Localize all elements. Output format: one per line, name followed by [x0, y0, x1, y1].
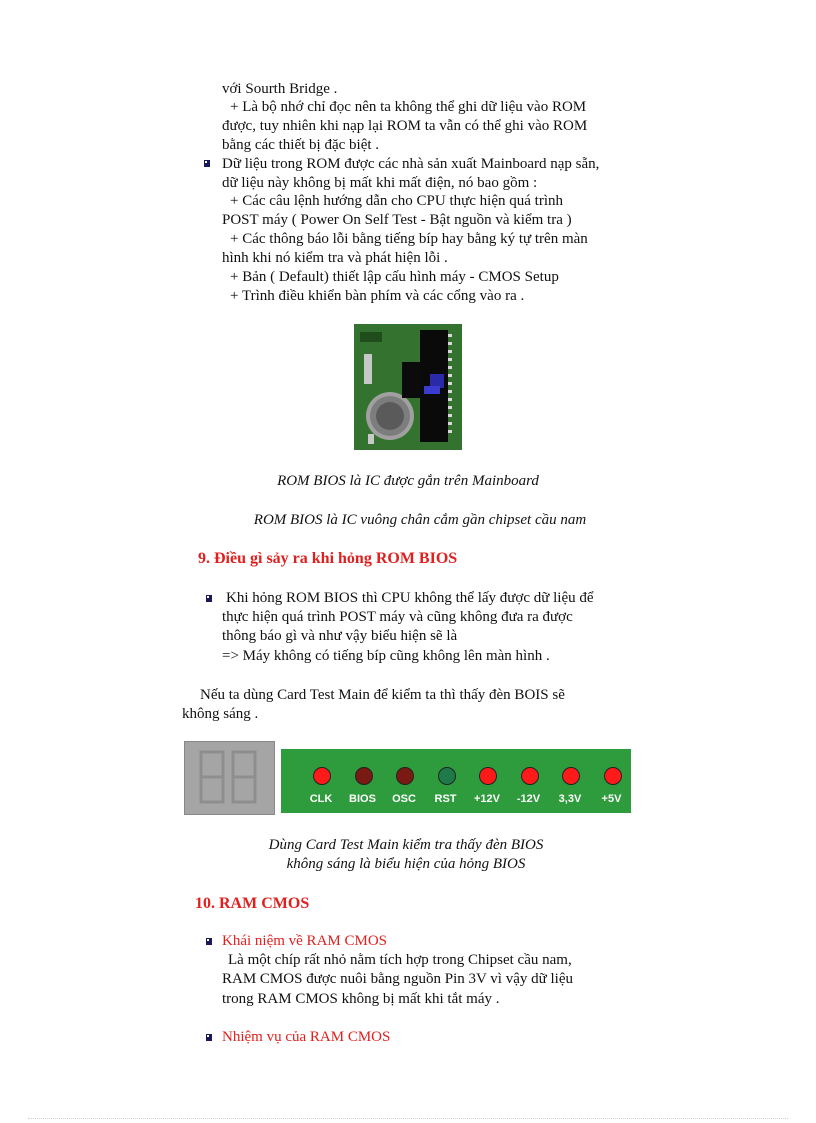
text-line: trong RAM CMOS không bị mất khi tắt máy . [222, 991, 500, 1007]
led-5v [604, 767, 622, 785]
led-33v [562, 767, 580, 785]
led-clk [313, 767, 331, 785]
test-card-led-panel [281, 749, 631, 813]
bullet-icon [206, 1034, 212, 1041]
page-divider [28, 1118, 788, 1119]
led-osc [396, 767, 414, 785]
led-label: OSC [392, 793, 416, 805]
text-line: Là một chíp rất nhỏ nằm tích hợp trong Chipset cầu nam, [228, 952, 572, 968]
rom-bios-photo [354, 324, 462, 450]
led-label: BIOS [349, 793, 376, 805]
text-line: RAM CMOS được nuôi bằng nguồn Pin 3V vì vậy dữ liệu [222, 971, 574, 987]
text-line: thông báo gì và như vậy biểu hiện sẽ là [222, 628, 458, 644]
led-label: +12V [474, 793, 500, 805]
text-line: Nếu ta dùng Card Test Main để kiểm ta thì thấy đèn BOIS sẽ [200, 687, 565, 703]
led-label: +5V [601, 793, 622, 805]
led-label: -12V [516, 793, 541, 805]
bullet-icon [206, 595, 212, 602]
text-line: + Là bộ nhớ chỉ đọc nên ta không thể ghi dữ liệu vào ROM [230, 99, 587, 115]
section-9-heading: 9. Điều gì sảy ra khi hỏng ROM BIOS [198, 550, 458, 567]
led-label: CLK [309, 793, 333, 805]
text-line: + Bản ( Default) thiết lập cấu hình máy - CMOS Setup [230, 269, 559, 285]
text-line: bằng các thiết bị đặc biệt . [222, 137, 380, 153]
led-label: RST [434, 793, 457, 805]
text-line: + Trình điều khiển bàn phím và các cổng vào ra . [230, 288, 525, 304]
text-line: => Máy không có tiếng bíp cũng không lên màn hình . [222, 648, 550, 664]
seven-segment-display [184, 741, 275, 815]
bullet-text: Khi hỏng ROM BIOS thì CPU không thể lấy được dữ liệu để [226, 590, 594, 606]
section-10-heading: 10. RAM CMOS [195, 895, 310, 912]
led-rst [438, 767, 456, 785]
text-line: hình khi nó kiểm tra và phát hiện lỗi . [222, 250, 448, 266]
text-line: dữ liệu này không bị mất khi mất điện, nó bao gồm : [222, 175, 538, 191]
rom-caption-1: ROM BIOS là IC được gắn trên Mainboard [277, 473, 539, 489]
led-12v [521, 767, 539, 785]
text-line: + Các câu lệnh hướng dẫn cho CPU thực hiện quá trình [230, 193, 563, 209]
text-line: thực hiện quá trình POST máy và cũng không đưa ra được [222, 609, 573, 625]
led-12v [479, 767, 497, 785]
bullet-icon [204, 160, 210, 167]
text-line: được, tuy nhiên khi nạp lại ROM ta vẫn có thể ghi vào ROM [222, 118, 588, 134]
led-bios [355, 767, 373, 785]
led-label: 3,3V [558, 793, 582, 805]
text-line: POST máy ( Power On Self Test - Bật nguồn và kiểm tra ) [222, 212, 572, 228]
text-line: với Sourth Bridge . [222, 81, 338, 97]
card-caption-1: Dùng Card Test Main kiểm tra thấy đèn BIOS [268, 837, 544, 853]
bullet-icon [206, 938, 212, 945]
text-line: không sáng . [182, 706, 259, 722]
rom-caption-2: ROM BIOS là IC vuông chân cắm gần chipset cầu nam [253, 512, 587, 528]
item-title: Khái niệm về RAM CMOS [222, 933, 387, 949]
text-line: + Các thông báo lỗi bằng tiếng bíp hay bằng ký tự trên màn [230, 231, 588, 247]
card-caption-2: không sáng là biểu hiện của hỏng BIOS [286, 856, 526, 872]
item-title: Nhiệm vụ của RAM CMOS [222, 1029, 391, 1045]
bullet-text: Dữ liệu trong ROM được các nhà sản xuất Mainboard nạp sẵn, [222, 156, 600, 172]
